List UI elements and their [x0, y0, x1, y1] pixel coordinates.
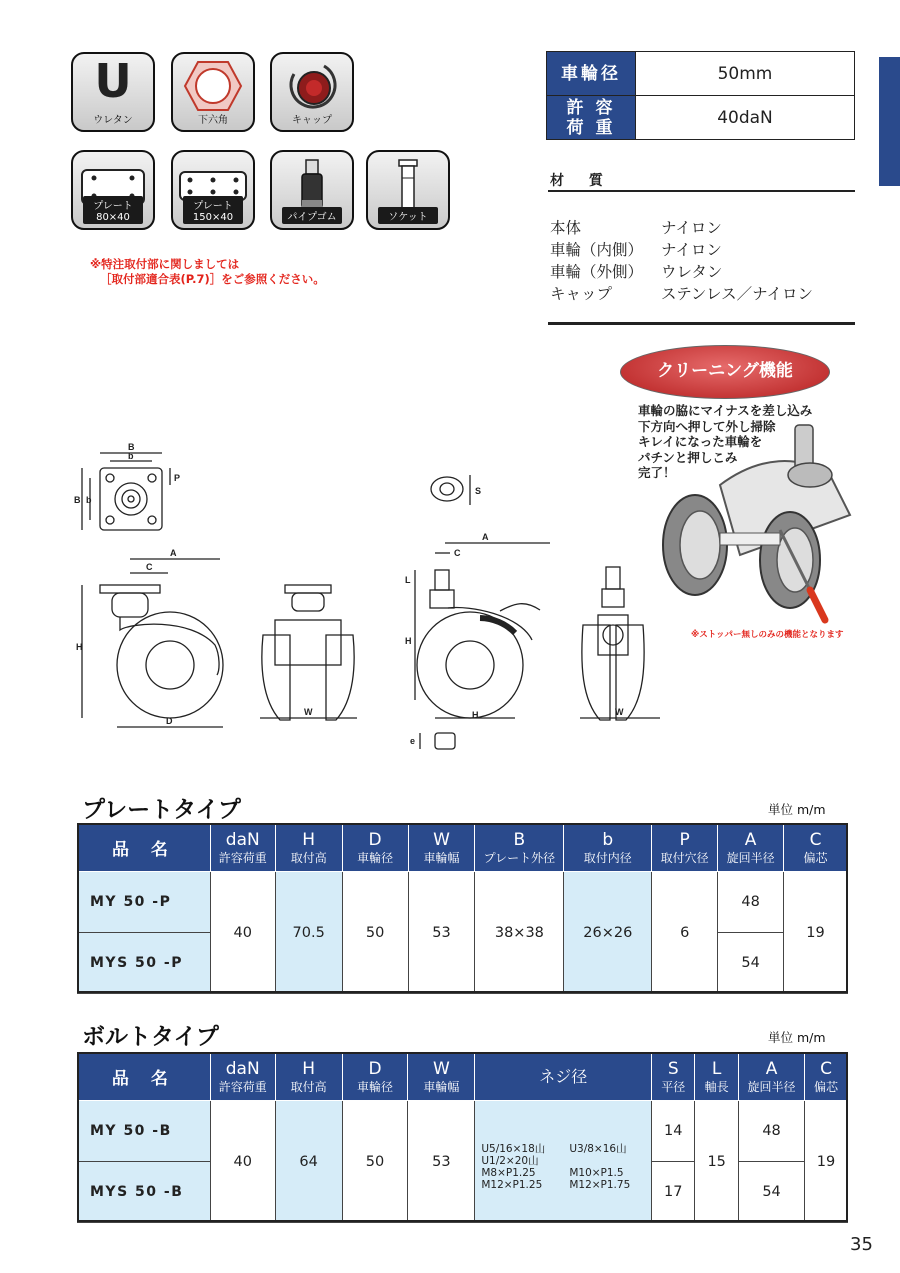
dim-label: A [170, 548, 177, 558]
header-h [275, 1053, 342, 1101]
header-b-small [564, 824, 652, 872]
header-sym: W [432, 1058, 450, 1079]
cell-c: 19 [805, 1101, 848, 1223]
load-label-2: 荷 重 [566, 117, 616, 138]
socket-graphic-icon [388, 158, 428, 212]
cleaning-illustration-icon [650, 415, 900, 625]
header-b-big [475, 824, 564, 872]
header-sym: C [809, 829, 822, 850]
plate-unit: 単位 m/m [768, 802, 826, 817]
cell-p: 6 [652, 872, 718, 994]
header-p [652, 824, 718, 872]
header-sym: H [302, 829, 316, 850]
plate-150-icon [171, 150, 255, 230]
material-end-divider [548, 322, 855, 325]
dim-label: D [166, 716, 173, 726]
bolt-header-row [78, 1053, 848, 1101]
header-c [805, 1053, 848, 1101]
thread-spec: M10×P1.5 [569, 1166, 624, 1179]
header-a [718, 824, 784, 872]
dim-label: S [475, 486, 482, 496]
cell-h: 70.5 [275, 872, 342, 994]
header-sub: 旋回半径 [747, 1079, 796, 1094]
material-value: ナイロン [661, 241, 722, 259]
header-sub: 車輪幅 [423, 850, 460, 865]
thread-spec: M12×P1.25 [481, 1178, 543, 1191]
cell-b-small: 26×26 [564, 872, 652, 994]
thread-spec: M8×P1.25 [481, 1166, 536, 1179]
thread-line [481, 1167, 651, 1179]
chapter-tab [879, 57, 900, 186]
header-sym: S [667, 1058, 679, 1079]
plate-80-icon [71, 150, 155, 230]
header-d [342, 824, 408, 872]
material-row [550, 282, 813, 304]
cell-w: 53 [408, 1101, 475, 1223]
dim-label: A [482, 532, 489, 542]
header-sym: L [711, 1058, 722, 1079]
header-name: 品 名 [78, 824, 211, 872]
cell-a: 48 [739, 1101, 805, 1162]
socket-icon [366, 150, 450, 230]
thread-spec: U3/8×16山 [569, 1142, 627, 1155]
cell-d: 50 [342, 872, 408, 994]
material-key: キャップ [550, 285, 613, 303]
header-sub: 偏芯 [813, 1079, 838, 1094]
hex-label: 下六角 [198, 115, 228, 126]
cleaning-badge: クリーニング機能 [620, 345, 830, 399]
spec-row-load [547, 96, 855, 140]
dim-label: C [454, 548, 461, 558]
bolt-type-title: ボルトタイプ [82, 1024, 219, 1050]
header-sub: 許容荷重 [218, 850, 267, 865]
dim-label: B [74, 495, 81, 505]
load-value: 40daN [636, 96, 855, 140]
wheel-diameter-value: 50mm [636, 52, 855, 96]
dim-label: b [86, 495, 92, 505]
header-sub: プレート外径 [483, 850, 556, 865]
header-thread [475, 1053, 652, 1101]
dim-label: B [128, 442, 135, 452]
cell-dan: 40 [210, 1101, 275, 1223]
cell-a: 54 [718, 933, 784, 994]
header-sym: A [765, 1058, 778, 1079]
urethane-icon [71, 52, 155, 132]
plate-type-title: プレートタイプ [82, 797, 241, 823]
product-name: MY 50 -P [78, 872, 211, 933]
load-label [547, 96, 636, 140]
urethane-symbol: U [94, 54, 132, 108]
cell-thread [475, 1101, 652, 1223]
page-number: 35 [850, 1234, 873, 1255]
header-sub: 車輪径 [357, 1079, 394, 1094]
header-l [695, 1053, 739, 1101]
dim-label: H [76, 642, 83, 652]
spec-table [546, 51, 855, 140]
load-label-1: 許 容 [566, 97, 616, 118]
table-row [78, 1101, 848, 1162]
header-sym: D [368, 829, 382, 850]
header-dan [210, 824, 275, 872]
cell-dan: 40 [210, 872, 275, 994]
cell-b-big: 38×38 [475, 872, 564, 994]
header-w [408, 824, 475, 872]
material-key: 車輪（外側） [550, 263, 644, 281]
header-sub: 偏芯 [803, 850, 828, 865]
material-key: 本体 [550, 219, 582, 237]
material-row [550, 260, 722, 282]
pipe-label: パイプゴム [282, 207, 342, 224]
header-d [342, 1053, 408, 1101]
header-sub: 軸長 [704, 1079, 729, 1094]
header-sym: D [368, 1058, 382, 1079]
header-name: 品 名 [78, 1053, 211, 1101]
bolt-unit: 単位 m/m [768, 1030, 826, 1045]
header-sub: 取付内径 [583, 850, 632, 865]
header-sym: P [679, 829, 690, 850]
header-dan [210, 1053, 275, 1101]
material-divider [548, 190, 855, 192]
spec-row-wheel [547, 52, 855, 96]
header-sym: A [744, 829, 757, 850]
cell-a: 54 [739, 1162, 805, 1223]
header-sub: 許容荷重 [218, 1079, 267, 1094]
cap-graphic-icon [284, 60, 340, 112]
hexagon-icon [183, 60, 243, 112]
product-name: MYS 50 -B [78, 1162, 211, 1223]
product-name: MYS 50 -P [78, 933, 211, 994]
dim-label: P [174, 473, 181, 483]
hex-nut-icon [171, 52, 255, 132]
material-row [550, 216, 722, 238]
cell-h: 64 [275, 1101, 342, 1223]
material-value: ナイロン [661, 219, 722, 237]
material-value: ウレタン [661, 263, 723, 281]
thread-spec: U5/16×18山 [481, 1142, 546, 1155]
mounting-note-line2: ［取付部適合表(P.7)］をご参照ください。 [100, 272, 325, 286]
header-sym: W [433, 829, 450, 850]
plate-80-label: プレート80×40 [83, 196, 143, 224]
header-sym: H [302, 1058, 316, 1079]
bolt-spec-table [77, 1052, 848, 1223]
header-a [739, 1053, 805, 1101]
mounting-note-line1: ※特注取付部に関しましては [90, 257, 240, 271]
caster-technical-drawing [70, 435, 670, 755]
header-sub: 取付穴径 [660, 850, 709, 865]
header-s [652, 1053, 695, 1101]
dim-label: W [304, 707, 313, 717]
pipe-rubber-icon [270, 150, 354, 230]
cleaning-note: ※ストッパー無しのみの機能となります [691, 630, 844, 640]
header-sym: daN [225, 1058, 260, 1079]
header-sym: b [602, 829, 614, 850]
material-row [550, 238, 722, 260]
header-sym: B [513, 829, 526, 850]
cell-c: 19 [784, 872, 848, 994]
thread-spec: M12×P1.75 [569, 1178, 631, 1191]
cap-icon [270, 52, 354, 132]
header-sym: ネジ径 [539, 1066, 588, 1086]
urethane-label: ウレタン [93, 115, 133, 126]
cleaning-line: パチンと押しこみ [638, 449, 738, 465]
thread-line [481, 1179, 651, 1191]
dim-label: H [472, 710, 479, 720]
header-sym: daN [225, 829, 260, 850]
material-key: 車輪（内側） [550, 241, 644, 259]
pipe-rubber-graphic-icon [292, 158, 332, 212]
table-row [78, 872, 848, 933]
header-c [784, 824, 848, 872]
plate-spec-table [77, 823, 848, 994]
cell-a: 48 [718, 872, 784, 933]
header-w [408, 1053, 475, 1101]
socket-label: ソケット [378, 207, 438, 224]
dim-label: H [405, 636, 412, 646]
header-sub: 平径 [661, 1079, 686, 1094]
cleaning-line: キレイになった車輪を [638, 434, 763, 449]
cleaning-line: 下方向へ押して外し掃除 [638, 418, 776, 434]
dim-label: e [410, 736, 416, 746]
header-h [275, 824, 342, 872]
mounting-note [90, 257, 325, 287]
product-name: MY 50 -B [78, 1101, 211, 1162]
dim-label: C [146, 562, 153, 572]
thread-line [481, 1155, 651, 1167]
plate-150-label: プレート150×40 [183, 196, 243, 224]
dim-label: L [405, 575, 411, 585]
header-sub: 取付高 [290, 1079, 327, 1094]
cell-w: 53 [408, 872, 475, 994]
header-sub: 車輪幅 [423, 1079, 460, 1094]
cap-label: キャップ [292, 115, 332, 126]
material-title: 材 質 [550, 173, 613, 189]
material-value: ステンレス／ナイロン [661, 285, 813, 303]
cleaning-line: 完了！ [638, 465, 676, 480]
cell-l: 15 [695, 1101, 739, 1223]
cell-s: 17 [652, 1162, 695, 1223]
header-sub: 取付高 [290, 850, 327, 865]
wheel-diameter-label: 車輪径 [547, 52, 636, 96]
header-sub: 旋回半径 [726, 850, 775, 865]
header-sub: 車輪径 [357, 850, 394, 865]
header-sym: C [820, 1058, 832, 1079]
cleaning-line: 車輪の脇にマイナスを差し込み [638, 403, 813, 418]
plate-header-row [78, 824, 848, 872]
thread-spec: U1/2×20山 [481, 1154, 539, 1167]
dim-label: b [128, 451, 134, 461]
dim-label: W [615, 707, 624, 717]
cell-s: 14 [652, 1101, 695, 1162]
thread-line [481, 1133, 651, 1155]
cell-d: 50 [342, 1101, 408, 1223]
